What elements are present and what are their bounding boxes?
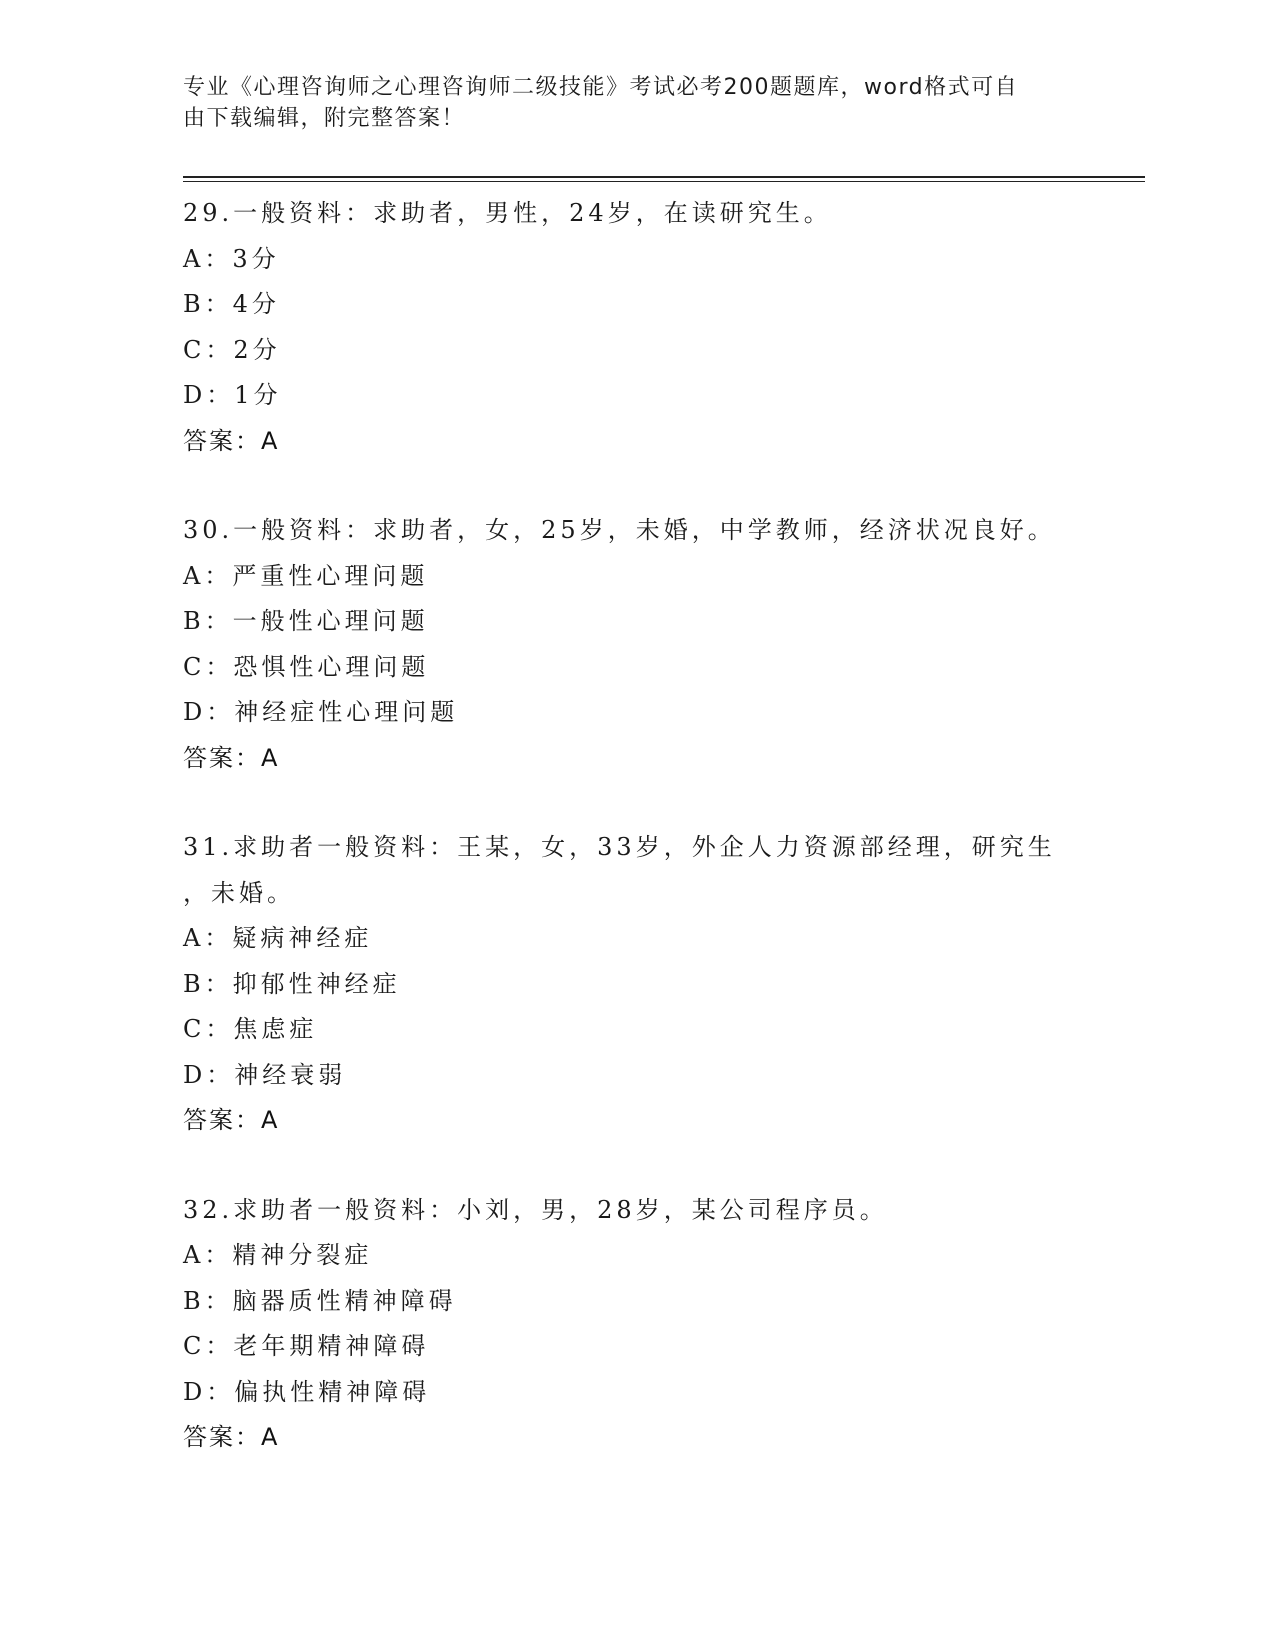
answer-line: 答案：A — [183, 743, 280, 772]
option-c: C：老年期精神障碍 — [183, 1332, 430, 1360]
header-divider-thick — [183, 176, 1145, 178]
option-a: A：疑病神经症 — [183, 924, 373, 952]
question-stem: 29.一般资料：求助者，男性，24岁，在读研究生。 — [183, 199, 832, 227]
question-list — [183, 191, 1083, 1505]
question-31 — [183, 825, 1083, 1144]
question-30 — [183, 508, 1083, 781]
option-c: C：恐惧性心理问题 — [183, 652, 430, 681]
question-stem: 30.一般资料：求助者，女，25岁，未婚，中学教师，经济状况良好。 — [183, 516, 1056, 544]
header-line-1: 专业《心理咨询师之心理咨询师二级技能》考试必考200题题库，word格式可自 — [183, 75, 1019, 100]
question-stem: 31.求助者一般资料：王某，女，33岁，外企人力资源部经理，研究生 — [183, 833, 1056, 861]
option-b: B：一般性心理问题 — [183, 607, 429, 635]
answer-line: 答案：A — [183, 426, 280, 455]
question-32 — [183, 1188, 1083, 1461]
option-c: C：焦虑症 — [183, 1015, 318, 1043]
header-line-2: 由下载编辑，附完整答案！ — [183, 106, 466, 131]
option-c: C：2分 — [183, 335, 281, 364]
header-divider-thin — [183, 181, 1145, 182]
option-d: D：偏执性精神障碍 — [183, 1377, 431, 1406]
answer-line: 答案：A — [183, 1106, 280, 1134]
option-d: D：神经衰弱 — [183, 1060, 347, 1089]
option-b: B：4分 — [183, 290, 280, 318]
question-stem: 32.求助者一般资料：小刘，男，28岁，某公司程序员。 — [183, 1195, 888, 1224]
question-29 — [183, 191, 1083, 464]
option-d: D：神经症性心理问题 — [183, 698, 459, 726]
option-a: A：精神分裂症 — [183, 1241, 373, 1269]
option-a: A：严重性心理问题 — [183, 561, 429, 590]
option-d: D：1分 — [183, 381, 282, 409]
question-stem-continuation: ，未婚。 — [183, 878, 295, 907]
option-b: B：抑郁性神经症 — [183, 969, 401, 998]
option-a: A：3分 — [183, 244, 280, 273]
option-b: B：脑器质性精神障碍 — [183, 1286, 457, 1315]
answer-line: 答案：A — [183, 1423, 280, 1451]
document-header — [183, 72, 1063, 134]
